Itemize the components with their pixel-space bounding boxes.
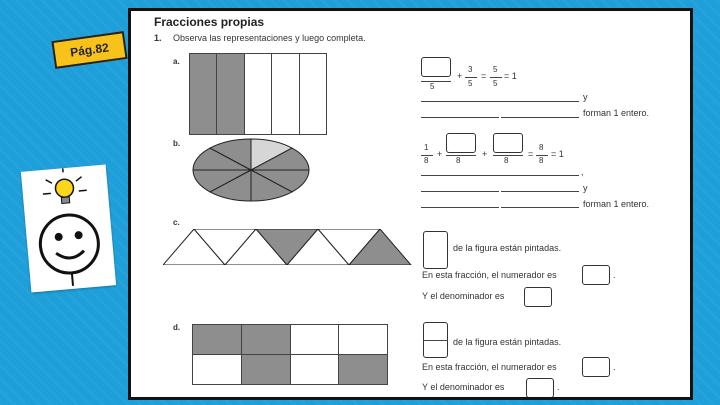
grid-cell-5: [192, 354, 242, 385]
comma: ,: [581, 167, 584, 177]
equals-one: = 1: [504, 71, 517, 81]
fraction-b3-denominator: 8: [504, 156, 509, 165]
forman-entero-text: forman 1 entero.: [583, 199, 650, 209]
plus-sign: +: [482, 149, 488, 159]
answer-box-c-numerator[interactable]: [582, 265, 610, 285]
plus-sign: +: [457, 71, 463, 81]
triangle-strip: [163, 229, 413, 265]
forman-entero-text: forman 1 entero.: [583, 108, 650, 118]
fraction-a1-denominator: 5: [430, 82, 435, 91]
equals-sign: =: [528, 149, 534, 159]
fraction-a3-denominator: 5: [493, 79, 498, 88]
worksheet: [128, 8, 693, 400]
strip-3: [244, 53, 272, 135]
strip-1: [189, 53, 217, 135]
denominador-text: Y el denominador es: [422, 382, 505, 392]
fraction-b1-denominator: 8: [424, 156, 429, 165]
grid-cell-8: [338, 354, 388, 385]
section-c-label: c.: [173, 218, 180, 227]
equals-one: = 1: [551, 149, 564, 159]
pintadas-text: de la figura están pintadas.: [453, 243, 562, 253]
grid-cell-2: [241, 324, 291, 355]
section-d-label: d.: [173, 323, 181, 332]
answer-box-a1[interactable]: [421, 57, 451, 77]
answer-box-b1[interactable]: [446, 133, 476, 153]
fraction-b1-numerator: 1: [424, 143, 429, 152]
answer-box-b2[interactable]: [493, 133, 523, 153]
fraction-b4-numerator: 8: [539, 143, 544, 152]
fraction-strips: [189, 53, 326, 135]
grid-cell-7: [290, 354, 340, 385]
instruction-number: 1.: [154, 33, 162, 43]
period: .: [613, 270, 616, 280]
idea-face-card: [21, 165, 116, 293]
lightbulb-face-icon: [21, 165, 116, 293]
answer-box-c-fraction[interactable]: [423, 231, 448, 269]
fraction-b2-denominator: 8: [456, 156, 461, 165]
conjunction-y: y: [583, 92, 588, 102]
answer-box-d-denominator[interactable]: [526, 378, 554, 398]
strip-5: [299, 53, 327, 135]
fraction-a2-denominator: 5: [468, 79, 473, 88]
grid-cell-3: [290, 324, 340, 355]
numerador-text: En esta fracción, el numerador es: [422, 270, 557, 280]
period: .: [557, 382, 560, 392]
grid-cell-4: [338, 324, 388, 355]
circle-eighths: [191, 137, 311, 203]
grid-cell-1: [192, 324, 242, 355]
fraction-a3-numerator: 5: [493, 65, 498, 74]
answer-box-d-numerator[interactable]: [582, 357, 610, 377]
denominador-text: Y el denominador es: [422, 291, 505, 301]
plus-sign: +: [437, 149, 443, 159]
fraction-a2-numerator: 3: [468, 65, 473, 74]
numerador-text: En esta fracción, el numerador es: [422, 362, 557, 372]
instruction-text: Observa las representaciones y luego completa.: [173, 33, 366, 43]
section-a-label: a.: [173, 57, 180, 66]
strip-2: [216, 53, 244, 135]
answer-box-c-denominator[interactable]: [524, 287, 552, 307]
strip-4: [271, 53, 299, 135]
conjunction-y: y: [583, 183, 588, 193]
equals-sign: =: [481, 71, 487, 81]
section-b-label: b.: [173, 139, 181, 148]
fraction-b4-denominator: 8: [539, 156, 544, 165]
page-badge: Pág.82: [51, 31, 127, 69]
pintadas-text: de la figura están pintadas.: [453, 337, 562, 347]
grid-cell-6: [241, 354, 291, 385]
rectangle-grid: [192, 324, 387, 384]
worksheet-title: Fracciones propias: [154, 15, 265, 29]
period: .: [613, 362, 616, 372]
